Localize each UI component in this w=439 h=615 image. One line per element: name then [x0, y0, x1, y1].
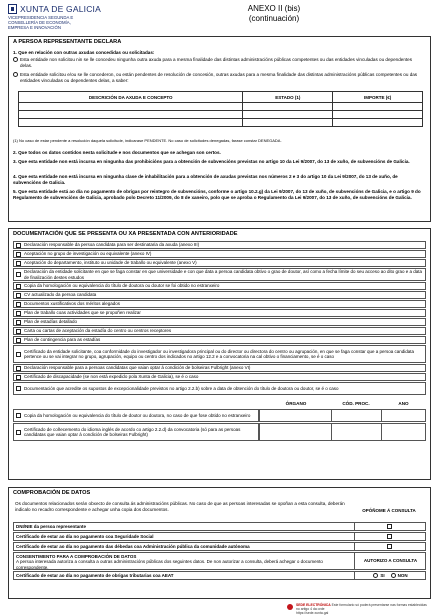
col-status: ESTADO (1) — [243, 92, 333, 103]
col-proc-code: CÓD. PROC. — [342, 401, 370, 406]
radio-si[interactable] — [373, 573, 378, 578]
logo-subtitle: VICEPRESIDENCIA SEGUNDA E CONSELLERÍA DE ECONOMÍA, EMPRESA E INNOVACIÓN — [8, 15, 74, 31]
doc-item[interactable]: Plan de estadías detallado — [13, 318, 426, 326]
table-note: (1) No caso de estar pendente a resolución daquela solicitude, indicarase PENDENTE. No caso de solicitudes denegadas, farase constar DENEGADA. — [13, 138, 282, 143]
doc-item[interactable]: Documentos xustificativos dos méritos alegados — [13, 300, 426, 308]
page-header — [8, 4, 431, 32]
doc-sub-item[interactable]: Certificado de coñecemento do idioma inglés de acordo co artigo 2.2.d) da convocatoria (só para as persoas candidatas que vaian optar á condición de bolseiras Fulbright) — [13, 423, 259, 441]
consent-row — [13, 552, 426, 570]
consent-text: A persoa interesada autoriza a consulta a outras administracións públicas dos seguintes datos. De non autorizar a consulta, deberá achegar o documento correspondente. — [16, 559, 323, 570]
doc-sub-item[interactable]: Copia da homologación ou equivalencia do título de doutor ou doutora, no caso de que fose obtido no estranxeiro — [13, 409, 259, 422]
option-non[interactable]: NON — [391, 573, 408, 578]
checkbox[interactable] — [16, 386, 21, 391]
option-other-aid[interactable]: Esta entidade solicitou e/ou se lle concederon, ou están pendentes de resolución de concesión, outras axudas para a mesma finalidade das distintas administracións públicas competentes ou das entidades vinculadas ou dependentes delas, a saber: — [13, 72, 425, 83]
consent-check-row: Certificado de estar ao día no pagamento de obrigas tributarias coa AEAT SI NON — [13, 571, 426, 580]
footer-brand: SEDE ELECTRÓNICA — [296, 603, 331, 607]
checkbox[interactable] — [16, 302, 21, 307]
checkbox[interactable] — [16, 320, 21, 325]
oppose-header: OPÓÑOME Á CONSULTA — [362, 507, 416, 513]
checkbox[interactable] — [16, 329, 21, 334]
footer-url[interactable]: https://sede.xunta.gal — [296, 611, 329, 615]
oppose-checkbox[interactable] — [387, 524, 392, 529]
doc-item[interactable]: Carta ou cartas de aceptación da estadía do centro ou centros receptores — [13, 327, 426, 335]
authorize-header: AUTORIZO A CONSULTA — [354, 553, 426, 569]
oppose-checkbox[interactable] — [387, 534, 392, 539]
radio-no-other-aid[interactable] — [13, 57, 18, 62]
sub-item-fields[interactable] — [259, 409, 426, 422]
data-check-section — [8, 487, 431, 599]
declaration-section — [8, 36, 431, 222]
table-row — [19, 119, 423, 127]
doc-item[interactable]: Documentación que acredite os supostos de excepcionalidade previstos no artigo 2.2.b) sobre a data de obtención do título de doutora ou doutor, se é o caso — [13, 382, 426, 395]
col-year: ANO — [398, 401, 409, 406]
check-row: Certificado de estar ao día no pagamento coa Seguridade Social — [13, 532, 426, 541]
table-row — [19, 111, 423, 119]
question-2: 2. Que todos os datos contidos nesta solicitude e nos documentos que se achegan son certos. — [13, 150, 221, 155]
col-amount: IMPORTE (€) — [333, 92, 423, 103]
checkbox[interactable] — [16, 272, 21, 277]
annex-title: ANEXO II (bis) (continuación) — [247, 4, 301, 23]
sede-logo-icon — [287, 604, 293, 610]
question-4: 4. Que esta entidade non está incursa en ningunha clase de inhabilitación para a obtención de axudas previstas nos números 2 e 3 do artigo 10 da Lei 9/2007, do 13 de xuño, de subvencións de Galicia. — [13, 174, 398, 185]
section-title: A PERSOA REPRESENTANTE DECLARA — [13, 39, 122, 45]
checkbox[interactable] — [16, 413, 21, 418]
option-no-other-aid[interactable]: Esta entidade non solicitou nin se lle concedeu ningunha outra axuda para a mesma finalidade das distintas administracións públicas competentes ou das entidades vinculadas ou dependentes delas. — [13, 57, 425, 68]
col-organ: ÓRGANO — [285, 401, 307, 406]
xunta-logo-icon — [8, 4, 17, 14]
doc-item[interactable]: Plan de contingencia para as estadías — [13, 336, 426, 344]
section-title: DOCUMENTACIÓN QUE SE PRESENTA OU XA PRESENTADA CON ANTERIORIDADE — [13, 231, 238, 237]
question-5: 5. Que esta entidade está ao día no pagamento de obrigas por reintegro de subvencións, conforme o artigo 10.2.g) da Lei 9/2007, do 13 de xuño, de subvencións de Galicia, e o artigo 9 do Regulamento de subvencións de Galicia, aprobado polo Decreto 11/2009, do 8 de xaneiro, polo que se aproba o Regulamento da Lei 9/2007, do 13 de xuño, de subvencións de Galicia. — [13, 189, 421, 200]
oppose-checkbox[interactable] — [387, 544, 392, 549]
doc-item[interactable]: Aceptación no grupo de investigación ou equivalente (anexo IV) — [13, 250, 426, 258]
doc-item[interactable]: Copia da homologación ou equivalencia do título de doutora ou doutor se foi obtido no estranxeiro — [13, 282, 426, 290]
checkbox[interactable] — [16, 293, 21, 298]
doc-item[interactable]: CV actualizado da persoa candidata — [13, 291, 426, 299]
question-3: 3. Que esta entidade non está incursa en ningunha das prohibicións para a obtención de subvencións previstas no artigo 10 da Lei 9/2007, do 13 de xuño, de subvencións de Galicia. — [13, 159, 410, 164]
aid-table — [18, 91, 423, 127]
doc-item[interactable]: Aceptación do departamento, instituto ou unidade de traballo ou equivalente (anexo V) — [13, 259, 426, 267]
check-row: Certificado de estar ao día no pagamento das débedas coa Administración pública da comunidade autónoma — [13, 542, 426, 551]
intro-row: Os documentos relacionados serán obxecto de consulta ás administracións públicas. No caso de que as persoas interesadas se opoñan a esta consulta, deberán indicalo no recadro correspondente e achegar unha copia dos documentos. OPÓÑOME Á CONSULTA — [13, 500, 426, 521]
checkbox[interactable] — [16, 261, 21, 266]
option-si[interactable]: SI — [373, 573, 384, 578]
page-footer — [296, 603, 431, 615]
doc-item[interactable]: Declaración responsable da persoa candidata para ser destinataria da axuda (anexo III) — [13, 241, 426, 249]
checkbox[interactable] — [16, 430, 21, 435]
table-row — [19, 103, 423, 111]
checkbox[interactable] — [16, 375, 21, 380]
section-title: COMPROBACIÓN DE DATOS — [13, 490, 91, 496]
checkbox[interactable] — [16, 366, 21, 371]
sub-item-fields[interactable] — [259, 423, 426, 441]
doc-item[interactable]: Plan de traballo coas actividades que se propoñen realizar — [13, 309, 426, 317]
doc-item[interactable]: Declaración responsable para a persoas candidatas que vaian optar á condición de bolseiras Fulbright (anexo VI) — [13, 364, 426, 372]
logo-title: XUNTA DE GALICIA — [20, 4, 101, 14]
check-row: DNI/NIE da persoa representante — [13, 522, 426, 531]
checkbox[interactable] — [16, 243, 21, 248]
col-description: DESCRICIÓN DA AXUDA E CONCEPTO — [19, 92, 243, 103]
checkbox[interactable] — [16, 311, 21, 316]
documentation-section — [8, 228, 431, 480]
radio-other-aid[interactable] — [13, 72, 18, 77]
checkbox[interactable] — [16, 252, 21, 257]
checkbox[interactable] — [16, 338, 21, 343]
doc-item[interactable]: Certificado da entidade solicitante, coa conformidade do investigador ou investigadora principal ou do director ou directora do centro ou agrupación, en que se faga constar que a persoa candidata pertence ou se vai integrar no grupo, agrupación, equipo ou centro dos indicados no artigo 12.2 e a convocatoria na cal obtivo o financiamento, se é o caso — [13, 345, 426, 363]
question-1: 1. Que en relación con outras axudas concedidas ou solicitadas: — [13, 50, 155, 55]
checkbox[interactable] — [16, 352, 21, 357]
consent-title: CONSENTIMENTO PARA A COMPROBACIÓN DE DATOS — [16, 554, 137, 559]
doc-item[interactable]: Declaración da entidade solicitante en que se faga constar en que universidade e con que data a persoa candidata obtivo o grao de doutor, así como a fecha límite do seu acceso ao dito grao e a data de finalización destes estudos — [13, 268, 426, 281]
checkbox[interactable] — [16, 284, 21, 289]
doc-item[interactable]: Certificado de discapacidade (se non está expedido pola Xunta de Galicia), se é o caso — [13, 373, 426, 381]
radio-non[interactable] — [391, 573, 396, 578]
footer-text: Este formulario só poderá presentarse nas formas establecidas no artigo 4 da orde — [296, 603, 427, 612]
